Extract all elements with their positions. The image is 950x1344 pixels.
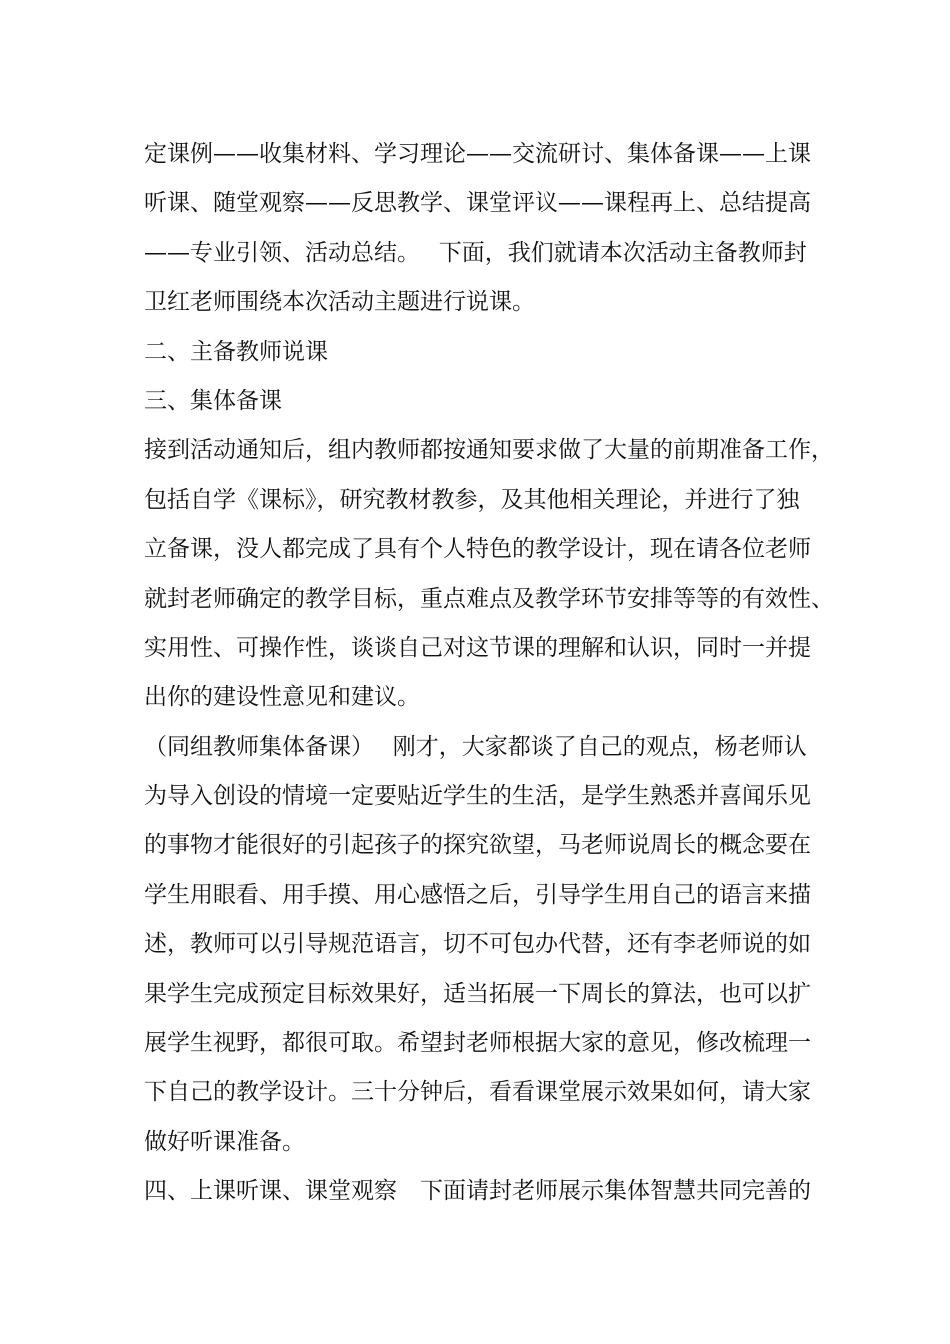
text-line: 果学生完成预定目标效果好，适当拓展一下周长的算法，也可以扩 xyxy=(144,980,811,1007)
text-line: 的事物才能很好的引起孩子的探究欲望，马老师说周长的概念要在 xyxy=(144,832,811,859)
text-line: 立备课，没人都完成了具有个人特色的教学设计，现在请各位老师 xyxy=(144,536,811,563)
text-line: 就封老师确定的教学目标，重点难点及教学环节安排等等的有效性、 xyxy=(144,585,834,612)
text-line: 实用性、可操作性，谈谈自己对这节课的理解和认识，同时一并提 xyxy=(144,634,811,661)
section-heading: 三、集体备课 xyxy=(144,387,282,414)
text-line: 接到活动通知后，组内教师都按通知要求做了大量的前期准备工作， xyxy=(144,437,834,464)
body-text xyxy=(144,130,834,1217)
text-line: 出你的建设性意见和建议。 xyxy=(144,684,420,711)
text-line: 展学生视野，都很可取。希望封老师根据大家的意见，修改梳理一 xyxy=(144,1030,811,1057)
text-line: 包括自学《课标》，研究教材教参，及其他相关理论，并进行了独 xyxy=(144,486,800,513)
text-line: 述，教师可以引导规范语言，切不可包办代替，还有李老师说的如 xyxy=(144,931,811,958)
text-line: 定课例——收集材料、学习理论——交流研讨、集体备课——上课 xyxy=(144,141,811,167)
text-line: 下自己的教学设计。三十分钟后，看看课堂展示效果如何，请大家 xyxy=(144,1079,811,1106)
text-line: 做好听课准备。 xyxy=(144,1128,305,1155)
text-line: 听课、随堂观察——反思教学、课堂评议——课程再上、总结提高 xyxy=(144,190,811,217)
text-line: （同组教师集体备课） 刚才，大家都谈了自己的观点，杨老师认 xyxy=(144,733,807,760)
section-heading: 二、主备教师说课 xyxy=(144,338,328,365)
section-heading: 四、上课听课、课堂观察 下面请封老师展示集体智慧共同完善的 xyxy=(144,1178,811,1205)
text-line: 卫红老师围绕本次活动主题进行说课。 xyxy=(144,289,535,316)
text-line: ——专业引领、活动总结。 下面，我们就请本次活动主备教师封 xyxy=(144,239,807,266)
text-line: 学生用眼看、用手摸、用心感悟之后，引导学生用自己的语言来描 xyxy=(144,881,811,908)
text-line: 为导入创设的情境一定要贴近学生的生活，是学生熟悉并喜闻乐见 xyxy=(144,783,811,810)
